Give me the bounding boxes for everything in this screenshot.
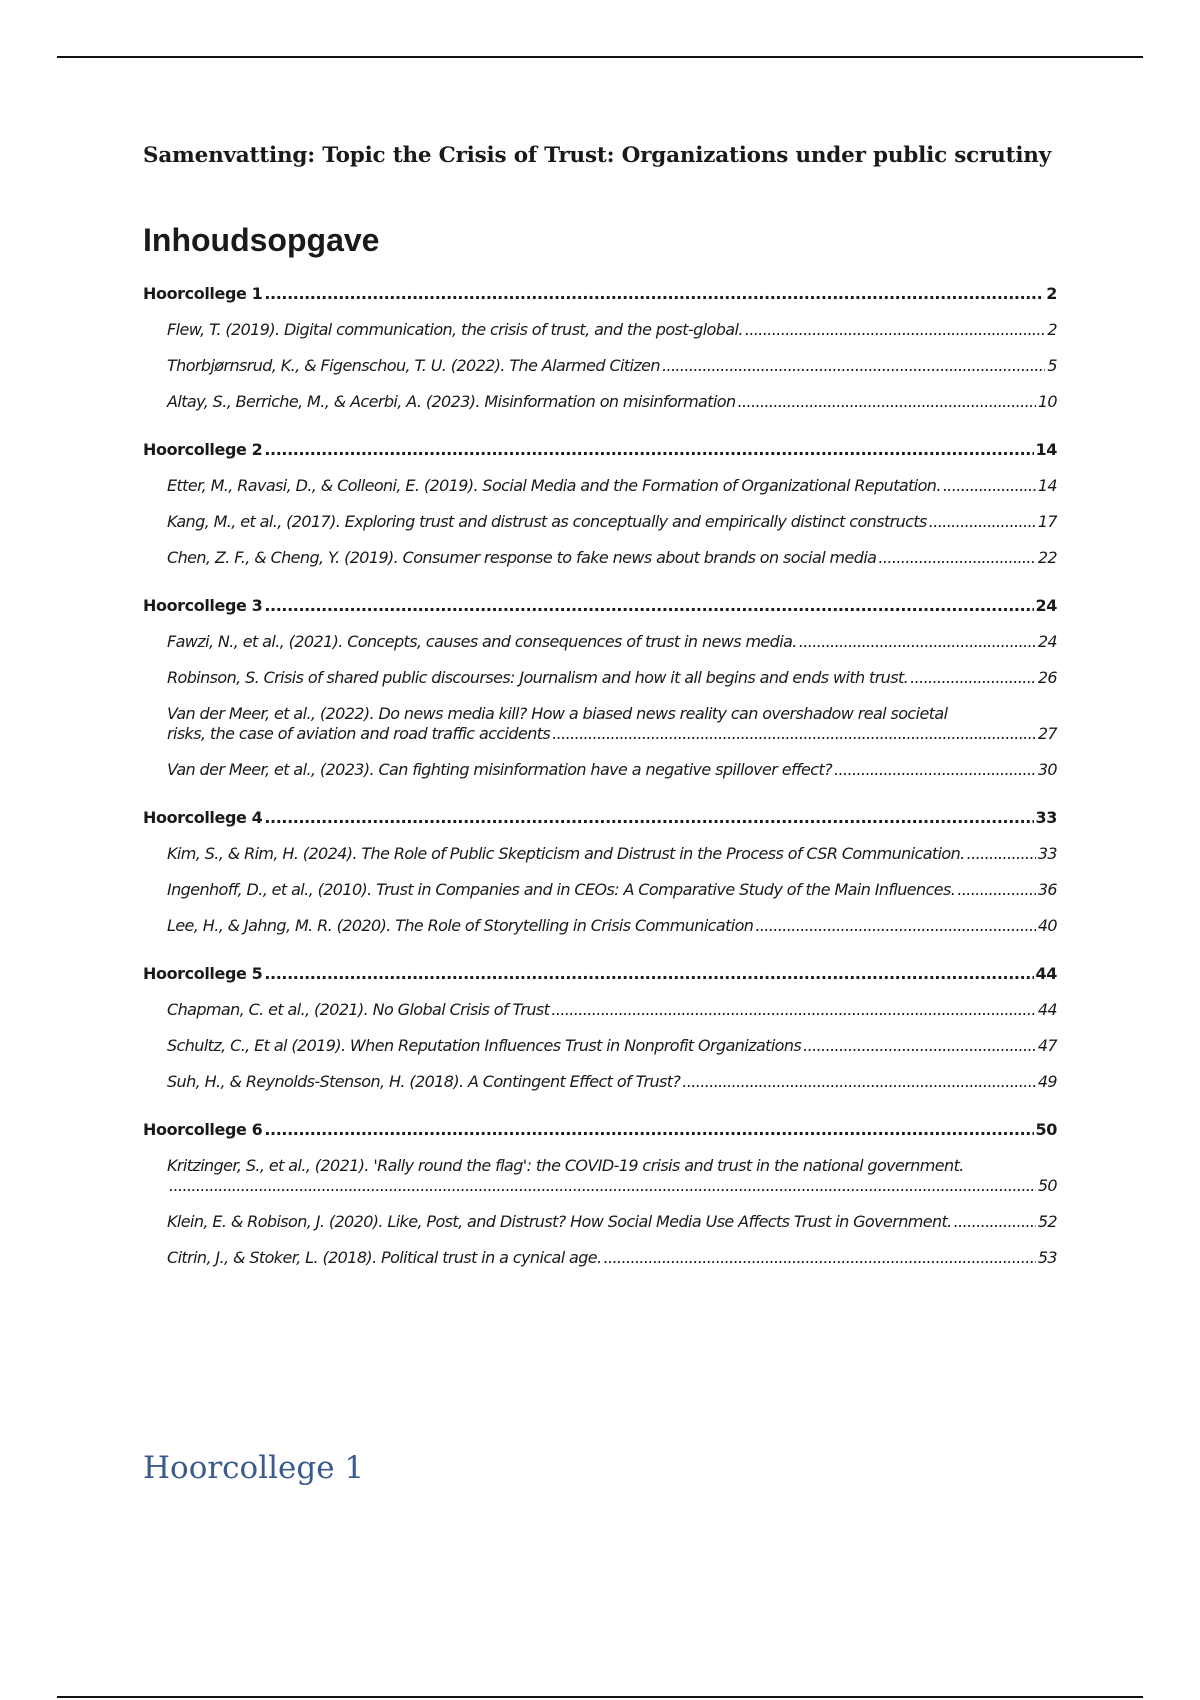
toc-entry[interactable]: Chapman, C. et al., (2021). No Global Crisis of Trust ..... 44 (167, 1000, 1057, 1036)
toc-section (143, 596, 1057, 796)
toc-heading: Inhoudsopgave (143, 222, 380, 258)
toc-entry[interactable]: Altay, S., Berriche, M., & Acerbi, A. (2023). Misinformation on misinformation ..... 10 (167, 392, 1057, 428)
toc-entry[interactable]: Lee, H., & Jahng, M. R. (2020). The Role of Storytelling in Crisis Communication ..... 40 (167, 916, 1057, 952)
toc-section (143, 440, 1057, 584)
toc-section (143, 1120, 1057, 1284)
toc-entry[interactable]: Ingenhoff, D., et al., (2010). Trust in Companies and in CEOs: A Comparative Study of the Main Influences. ..... 36 (167, 880, 1057, 916)
toc-section (143, 808, 1057, 952)
document-title: Samenvatting: Topic the Crisis of Trust: Organizations under public scrutiny (143, 143, 1052, 168)
toc-entry[interactable]: Chen, Z. F., & Cheng, Y. (2019). Consumer response to fake news about brands on social media ..... 22 (167, 548, 1057, 584)
toc-entry[interactable]: Suh, H., & Reynolds-Stenson, H. (2018). A Contingent Effect of Trust? ..... 49 (167, 1072, 1057, 1108)
toc-section (143, 964, 1057, 1108)
toc-entry[interactable]: Thorbjørnsrud, K., & Figenschou, T. U. (2022). The Alarmed Citizen ..... 5 (167, 356, 1057, 392)
toc-entry[interactable]: Citrin, J., & Stoker, L. (2018). Political trust in a cynical age. ..... 53 (167, 1248, 1057, 1284)
toc-entry[interactable]: Kim, S., & Rim, H. (2024). The Role of Public Skepticism and Distrust in the Process of CSR Communication. ..... 33 (167, 844, 1057, 880)
toc-entry[interactable]: Kang, M., et al., (2017). Exploring trust and distrust as conceptually and empirically distinct constructs ..... 17 (167, 512, 1057, 548)
toc-entry[interactable]: Schultz, C., Et al (2019). When Reputation Influences Trust in Nonprofit Organizations ..... 47 (167, 1036, 1057, 1072)
header-rule (57, 56, 1143, 58)
toc-entry[interactable]: Etter, M., Ravasi, D., & Colleoni, E. (2019). Social Media and the Formation of Organizational Reputation. ..... 14 (167, 476, 1057, 512)
toc-entry[interactable]: Klein, E. & Robison, J. (2020). Like, Post, and Distrust? How Social Media Use Affects Trust in Government. ..... 52 (167, 1212, 1057, 1248)
footer-rule (57, 1696, 1143, 1698)
toc-entry[interactable]: Robinson, S. Crisis of shared public discourses: Journalism and how it all begins and ends with trust. ..... 26 (167, 668, 1057, 704)
toc-entry-hoorcollege-1[interactable]: Hoorcollege 1 ..... 2 (143, 284, 1057, 320)
section-heading: Hoorcollege 1 (143, 1450, 365, 1486)
toc-entry[interactable]: Van der Meer, et al., (2023). Can fighting misinformation have a negative spillover effect? ..... 30 (167, 760, 1057, 796)
toc-entry[interactable]: Flew, T. (2019). Digital communication, the crisis of trust, and the post-global. ..... 2 (167, 320, 1057, 356)
toc-entry[interactable]: Kritzinger, S., et al., (2021). 'Rally round the flag': the COVID-19 crisis and trust in the national government. ..... 50 (167, 1156, 1057, 1196)
toc-entry-hoorcollege-3[interactable]: Hoorcollege 3 ..... 24 (143, 596, 1057, 632)
toc-entry-hoorcollege-5[interactable]: Hoorcollege 5 ..... 44 (143, 964, 1057, 1000)
toc-entry[interactable]: Fawzi, N., et al., (2021). Concepts, causes and consequences of trust in news media. ..... 24 (167, 632, 1057, 668)
toc-entry[interactable]: Van der Meer, et al., (2022). Do news media kill? How a biased news reality can overshadow real societal risks, the case of aviation and road traffic accidents ..... 27 (167, 704, 1057, 744)
toc-entry-hoorcollege-4[interactable]: Hoorcollege 4 ..... 33 (143, 808, 1057, 844)
toc-entry-hoorcollege-6[interactable]: Hoorcollege 6 ..... 50 (143, 1120, 1057, 1156)
table-of-contents (143, 284, 1057, 1296)
toc-section (143, 284, 1057, 428)
toc-entry-hoorcollege-2[interactable]: Hoorcollege 2 ..... 14 (143, 440, 1057, 476)
